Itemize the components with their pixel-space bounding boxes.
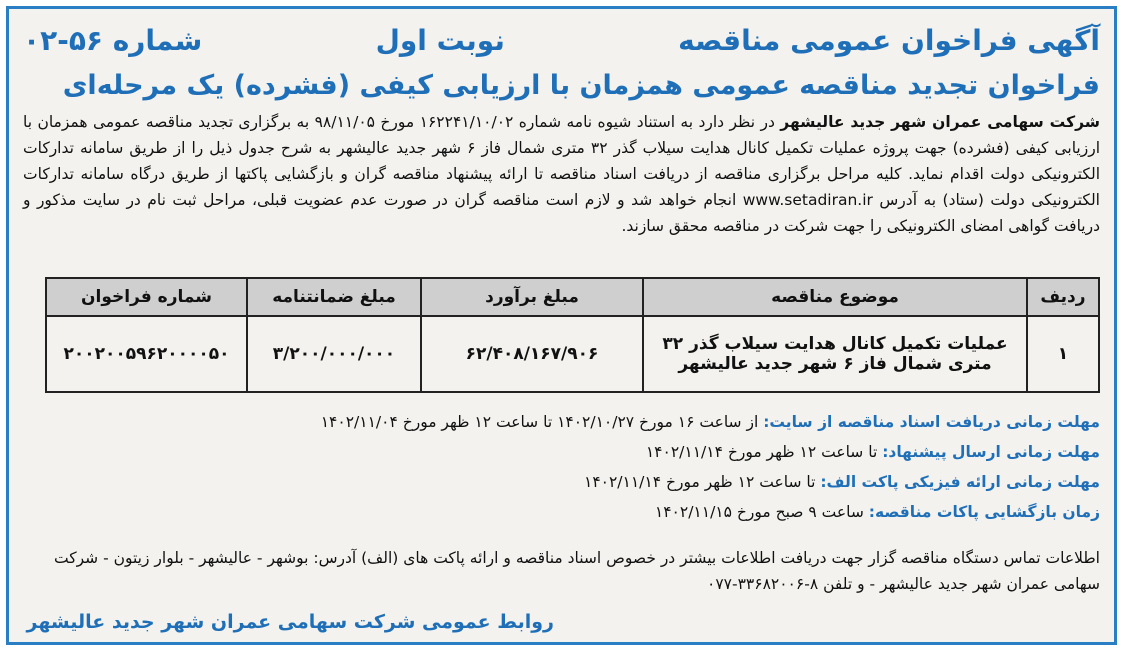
deadlines [23, 407, 1100, 527]
deadline-value: از ساعت ۱۶ مورخ ۱۴۰۲/۱۰/۲۷ تا ساعت ۱۲ ظهر مورخ ۱۴۰۲/۱۱/۰۴ [320, 413, 759, 431]
cell-guarantee: ۳/۲۰۰/۰۰۰/۰۰۰ [247, 316, 421, 392]
deadline-label: مهلت زمانی ارسال پیشنهاد: [882, 443, 1100, 461]
col-guarantee: مبلغ ضمانتنامه [247, 278, 421, 316]
cell-call-number: ۲۰۰۲۰۰۵۹۶۲۰۰۰۰۵۰ [46, 316, 247, 392]
tender-table [45, 277, 1100, 393]
notice-number: شماره ۵۶-۰۲ [23, 23, 203, 57]
col-call-number: شماره فراخوان [46, 278, 247, 316]
footer-signature: روابط عمومی شرکت سهامی عمران شهر جدید عالیشهر [26, 611, 554, 633]
deadline-row [23, 497, 1100, 527]
notice-round: نوبت اول [375, 23, 505, 57]
deadline-row [23, 437, 1100, 467]
notice-header [23, 17, 1100, 63]
cell-subject: عملیات تکمیل کانال هدایت سیلاب گذر ۳۲ متری شمال فاز ۶ شهر جدید عالیشهر [643, 316, 1027, 392]
company-name: شرکت سهامی عمران شهر جدید عالیشهر [780, 113, 1100, 131]
notice-title: آگهی فراخوان عمومی مناقصه [678, 23, 1100, 57]
intro-text: در نظر دارد به استناد شیوه نامه شماره ۱۶۲۲۴۱/۱۰/۰۲ مورخ ۹۸/۱۱/۰۵ به برگزاری تجدید مناقصه عمومی همزمان با ارزیابی کیفی (فشرده) جهت پروژه عملیات تکمیل کانال هدایت سیلاب گذر ۳۲ متری شمال فاز ۶ شهر جدید عالیشهر به شرح جدول ذیل را از طریق سامانه تدارکات الکترونیکی دولت اقدام نماید. کلیه مراحل برگزاری مناقصه از دریافت اسناد مناقصه تا ارائه پیشنهاد مناقصه گران و بازگشایی پاکتها از طریق درگاه سامانه تدارکات الکترونیکی دولت (ستاد) به آدرس www.setadiran.ir انجام خواهد شد و لازم است مناقصه گران در صورت عدم عضویت قبلی، مراحل ثبت نام در سایت مذکور و دریافت گواهی امضای الکترونیکی را جهت شرکت در مناقصه محقق سازند. [23, 113, 1101, 235]
table-row [46, 316, 1099, 392]
cell-estimate: ۶۲/۴۰۸/۱۶۷/۹۰۶ [421, 316, 643, 392]
deadline-row [23, 467, 1100, 497]
contact-info [23, 545, 1100, 597]
tender-notice [6, 6, 1117, 645]
col-row: ردیف [1027, 278, 1099, 316]
cell-row: ۱ [1027, 316, 1099, 392]
notice-subtitle: فراخوان تجدید مناقصه عمومی همزمان با ارزیابی کیفی (فشرده) یک مرحله‌ای [62, 70, 1100, 101]
deadline-value: ساعت ۹ صبح مورخ ۱۴۰۲/۱۱/۱۵ [654, 503, 864, 521]
deadline-label: زمان بازگشایی پاکات مناقصه: [868, 503, 1100, 521]
table-header-row [46, 278, 1099, 316]
deadline-label: مهلت زمانی ارائه فیزیکی پاکت الف: [820, 473, 1100, 491]
deadline-row [23, 407, 1100, 437]
contact-text: اطلاعات تماس دستگاه مناقصه گزار جهت دریافت اطلاعات بیشتر در خصوص اسناد مناقصه و ارائه پاکت های (الف) آدرس: بوشهر - عالیشهر - بلوار زیتون - شرکت سهامی عمران شهر جدید عالیشهر - و تلفن ۸-۳۳۶۸۲۰۰۶-۰۷۷ [54, 549, 1100, 593]
deadline-value: تا ساعت ۱۲ ظهر مورخ ۱۴۰۲/۱۱/۱۴ [645, 443, 878, 461]
col-subject: موضوع مناقصه [643, 278, 1027, 316]
deadline-value: تا ساعت ۱۲ ظهر مورخ ۱۴۰۲/۱۱/۱۴ [584, 473, 816, 491]
deadline-label: مهلت زمانی دریافت اسناد مناقصه از سایت: [763, 413, 1100, 431]
col-estimate: مبلغ برآورد [421, 278, 643, 316]
intro-paragraph [23, 109, 1100, 239]
